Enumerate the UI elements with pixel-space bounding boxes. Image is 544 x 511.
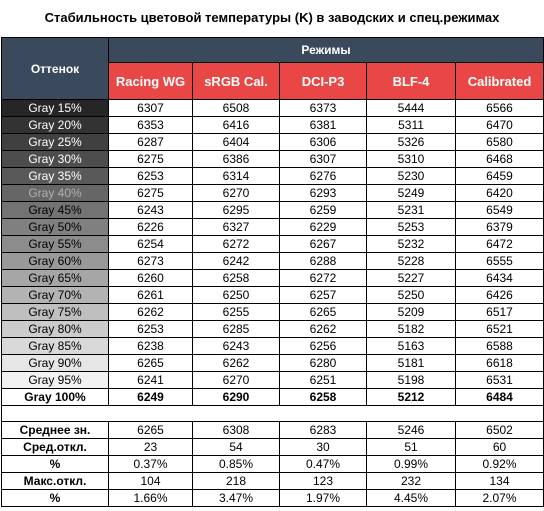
temperature-cell: 6229: [280, 219, 367, 236]
temperature-cell: 6293: [280, 185, 367, 202]
temperature-cell: 6258: [193, 270, 280, 287]
stat-value: 6308: [193, 422, 280, 439]
stat-value: 23: [109, 439, 193, 456]
table-row: [2, 202, 544, 219]
mode-header-srgb-cal: sRGB Cal.: [193, 63, 280, 100]
temperature-cell: 6290: [193, 389, 280, 406]
temperature-cell: 6307: [109, 100, 193, 117]
temperature-cell: 6262: [193, 355, 280, 372]
temperature-cell: 6251: [280, 372, 367, 389]
table-row: [2, 253, 544, 270]
temperature-cell: 5310: [367, 151, 456, 168]
temperature-cell: 5444: [367, 100, 456, 117]
stat-value: 6283: [280, 422, 367, 439]
temperature-cell: 5311: [367, 117, 456, 134]
temperature-cell: 6517: [456, 304, 544, 321]
temperature-cell: 6285: [193, 321, 280, 338]
temperature-cell: 6459: [456, 168, 544, 185]
mode-header-racing-wg: Racing WG: [109, 63, 193, 100]
stat-value: 5246: [367, 422, 456, 439]
table-row: [2, 321, 544, 338]
temperature-cell: 6588: [456, 338, 544, 355]
gray-level-label: Gray 85%: [2, 338, 109, 355]
stat-value: 1.66%: [109, 490, 193, 507]
temperature-cell: 6259: [280, 202, 367, 219]
temperature-cell: 6272: [193, 236, 280, 253]
gray-level-label: Gray 20%: [2, 117, 109, 134]
temperature-cell: 6275: [109, 151, 193, 168]
gray-level-label: Gray 75%: [2, 304, 109, 321]
stat-value: 2.07%: [456, 490, 544, 507]
temperature-cell: 6287: [109, 134, 193, 151]
table-row: [2, 236, 544, 253]
temperature-cell: 5212: [367, 389, 456, 406]
table-row: [2, 338, 544, 355]
temperature-cell: 5163: [367, 338, 456, 355]
temperature-cell: 6262: [280, 321, 367, 338]
stat-label: Сред.откл.: [2, 439, 109, 456]
temperature-cell: 6280: [280, 355, 367, 372]
temperature-cell: 5253: [367, 219, 456, 236]
table-row: [2, 389, 544, 406]
temperature-cell: 6555: [456, 253, 544, 270]
temperature-cell: 6508: [193, 100, 280, 117]
gray-level-label: Gray 15%: [2, 100, 109, 117]
temperature-cell: 6549: [456, 202, 544, 219]
temperature-cell: 6426: [456, 287, 544, 304]
temperature-cell: 6258: [280, 389, 367, 406]
temperature-cell: 6288: [280, 253, 367, 270]
mode-header-calibrated: Calibrated: [456, 63, 544, 100]
temperature-cell: 6404: [193, 134, 280, 151]
table-title: Стабильность цветовой температуры (K) в заводских и спец.режимах: [44, 10, 500, 25]
temperature-cell: 6521: [456, 321, 544, 338]
temperature-cell: 6353: [109, 117, 193, 134]
table-row: [2, 117, 544, 134]
stat-row: [2, 439, 544, 456]
temperature-cell: 5227: [367, 270, 456, 287]
gray-level-label: Gray 95%: [2, 372, 109, 389]
temperature-cell: 6472: [456, 236, 544, 253]
gray-level-label: Gray 40%: [2, 185, 109, 202]
temperature-cell: 6253: [109, 321, 193, 338]
stat-value: 0.85%: [193, 456, 280, 473]
stat-value: 6502: [456, 422, 544, 439]
temperature-cell: 5228: [367, 253, 456, 270]
temperature-cell: 6243: [193, 338, 280, 355]
temperature-cell: 6327: [193, 219, 280, 236]
temperature-cell: 6381: [280, 117, 367, 134]
gray-level-label: Gray 50%: [2, 219, 109, 236]
stat-value: 4.45%: [367, 490, 456, 507]
temperature-cell: 5249: [367, 185, 456, 202]
color-temperature-table: [1, 37, 544, 507]
temperature-cell: 6618: [456, 355, 544, 372]
temperature-cell: 6307: [280, 151, 367, 168]
temperature-cell: 6250: [193, 287, 280, 304]
temperature-cell: 6484: [456, 389, 544, 406]
temperature-cell: 5198: [367, 372, 456, 389]
temperature-cell: 6238: [109, 338, 193, 355]
table-row: [2, 219, 544, 236]
temperature-cell: 6420: [456, 185, 544, 202]
temperature-cell: 6276: [280, 168, 367, 185]
stat-value: 218: [193, 473, 280, 490]
temperature-cell: 6270: [193, 372, 280, 389]
temperature-cell: 6265: [280, 304, 367, 321]
temperature-cell: 6254: [109, 236, 193, 253]
table-row: [2, 185, 544, 202]
temperature-cell: 6256: [280, 338, 367, 355]
temperature-cell: 6270: [193, 185, 280, 202]
stat-row: [2, 473, 544, 490]
gray-level-label: Gray 35%: [2, 168, 109, 185]
mode-header-blf-4: BLF-4: [367, 63, 456, 100]
temperature-cell: 6262: [109, 304, 193, 321]
temperature-cell: 5232: [367, 236, 456, 253]
temperature-cell: 6255: [193, 304, 280, 321]
temperature-cell: 6275: [109, 185, 193, 202]
gray-level-label: Gray 30%: [2, 151, 109, 168]
stat-row: [2, 422, 544, 439]
stat-label: %: [2, 456, 109, 473]
temperature-cell: 6468: [456, 151, 544, 168]
temperature-cell: 6295: [193, 202, 280, 219]
stat-value: 0.47%: [280, 456, 367, 473]
temperature-cell: 6580: [456, 134, 544, 151]
stat-value: 104: [109, 473, 193, 490]
gray-level-label: Gray 55%: [2, 236, 109, 253]
temperature-cell: 6272: [280, 270, 367, 287]
temperature-cell: 6373: [280, 100, 367, 117]
temperature-cell: 5231: [367, 202, 456, 219]
temperature-cell: 6566: [456, 100, 544, 117]
separator-row: [2, 406, 544, 422]
temperature-cell: 6531: [456, 372, 544, 389]
gray-level-label: Gray 45%: [2, 202, 109, 219]
table-row: [2, 100, 544, 117]
temperature-cell: 6386: [193, 151, 280, 168]
gray-level-label: Gray 80%: [2, 321, 109, 338]
stat-value: 3.47%: [193, 490, 280, 507]
stat-value: 1.97%: [280, 490, 367, 507]
stat-value: 51: [367, 439, 456, 456]
mode-header-dci-p3: DCI-P3: [280, 63, 367, 100]
temperature-cell: 5182: [367, 321, 456, 338]
table-row: [2, 304, 544, 321]
table-row: [2, 168, 544, 185]
modes-group-header: Режимы: [109, 38, 544, 63]
stat-value: 0.92%: [456, 456, 544, 473]
temperature-cell: 6434: [456, 270, 544, 287]
temperature-cell: 6416: [193, 117, 280, 134]
temperature-cell: 6306: [280, 134, 367, 151]
table-row: [2, 372, 544, 389]
gray-level-label: Gray 60%: [2, 253, 109, 270]
measurement-rows: [2, 100, 544, 406]
temperature-cell: 6243: [109, 202, 193, 219]
stat-label: Макс.откл.: [2, 473, 109, 490]
stat-row: [2, 456, 544, 473]
shade-column-header: Оттенок: [2, 38, 109, 100]
gray-level-label: Gray 65%: [2, 270, 109, 287]
table-row: [2, 287, 544, 304]
temperature-cell: 5250: [367, 287, 456, 304]
temperature-cell: 6241: [109, 372, 193, 389]
temperature-cell: 6379: [456, 219, 544, 236]
gray-level-label: Gray 25%: [2, 134, 109, 151]
temperature-cell: 6273: [109, 253, 193, 270]
stat-label: %: [2, 490, 109, 507]
temperature-cell: 5230: [367, 168, 456, 185]
temperature-cell: 6242: [193, 253, 280, 270]
temperature-cell: 6249: [109, 389, 193, 406]
stat-value: 54: [193, 439, 280, 456]
temperature-cell: 5181: [367, 355, 456, 372]
stat-value: 60: [456, 439, 544, 456]
stat-label: Среднее зн.: [2, 422, 109, 439]
statistics-rows: [2, 406, 544, 507]
gray-level-label: Gray 70%: [2, 287, 109, 304]
temperature-cell: 6267: [280, 236, 367, 253]
stat-value: 123: [280, 473, 367, 490]
temperature-cell: 6226: [109, 219, 193, 236]
table-row: [2, 355, 544, 372]
separator-cell: [2, 406, 544, 422]
temperature-cell: 6260: [109, 270, 193, 287]
temperature-cell: 5209: [367, 304, 456, 321]
table-row: [2, 151, 544, 168]
temperature-cell: 6253: [109, 168, 193, 185]
stat-value: 232: [367, 473, 456, 490]
gray-level-label: Gray 100%: [2, 389, 109, 406]
stat-value: 6265: [109, 422, 193, 439]
stat-value: 134: [456, 473, 544, 490]
temperature-cell: 6265: [109, 355, 193, 372]
temperature-cell: 6470: [456, 117, 544, 134]
temperature-cell: 6261: [109, 287, 193, 304]
temperature-cell: 6314: [193, 168, 280, 185]
temperature-cell: 6257: [280, 287, 367, 304]
stat-value: 0.37%: [109, 456, 193, 473]
temperature-cell: 5326: [367, 134, 456, 151]
stat-value: 0.99%: [367, 456, 456, 473]
table-row: [2, 270, 544, 287]
stat-value: 30: [280, 439, 367, 456]
table-row: [2, 134, 544, 151]
stat-row: [2, 490, 544, 507]
gray-level-label: Gray 90%: [2, 355, 109, 372]
